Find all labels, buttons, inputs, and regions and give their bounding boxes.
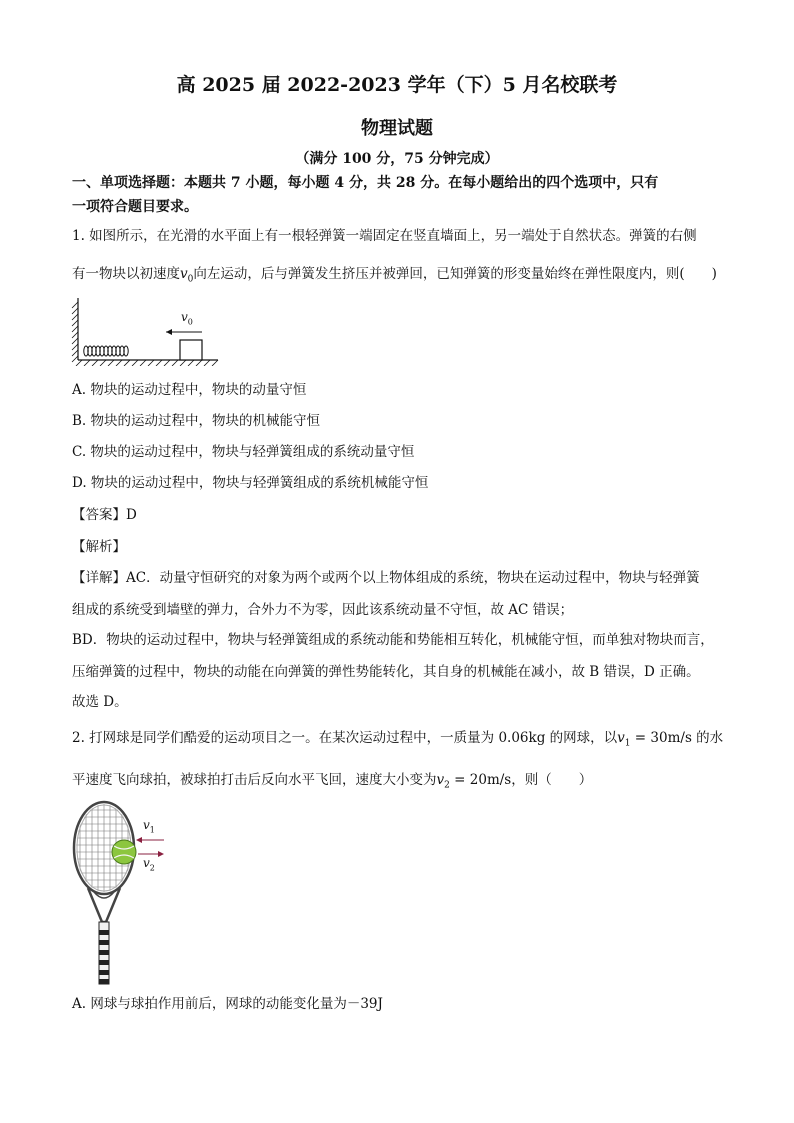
q1-option-d: D. 物块的运动过程中，物块与轻弹簧组成的系统机械能守恒 bbox=[72, 475, 429, 491]
v2-value: = 20m/s bbox=[449, 772, 512, 788]
q2-stem-line2 bbox=[72, 770, 732, 796]
q1-detail-line5: 故选 D。 bbox=[72, 694, 128, 710]
page-title: 高 2025 届 2022-2023 学年（下）5 月名校联考 bbox=[176, 74, 618, 96]
v1-value: = 30m/s bbox=[630, 730, 692, 746]
q1-stem-line2-b: 向左运动，后与弹簧发生挤压并被弹回，已知弹簧的形变量始终在弹性限度内，则( ) bbox=[193, 266, 717, 282]
figure-v0-sub: 0 bbox=[187, 317, 193, 327]
figure-v1-label bbox=[143, 818, 155, 834]
q1-detail-line1 bbox=[72, 568, 732, 588]
tennis-racket-figure bbox=[68, 800, 178, 990]
detail-tag: 【详解】 bbox=[72, 570, 126, 586]
spring bbox=[84, 346, 128, 356]
q1-stem-line2-a: 有一物块以初速度 bbox=[72, 266, 180, 282]
figure-v1-var: v bbox=[143, 818, 150, 832]
answer-tag: 【答案】 bbox=[72, 507, 126, 523]
q2-line1-b: 的水 bbox=[691, 730, 724, 746]
q2-line2-a: 平速度飞向球拍，被球拍打击后反向水平飞回，速度大小变为 bbox=[72, 772, 437, 788]
v1-sub: 1 bbox=[624, 738, 631, 749]
q2-line1-a: 2. 打网球是同学们酷爱的运动项目之一。在某次运动过程中，一质量为 0.06kg 的网球，以 bbox=[72, 730, 618, 746]
figure-v2-var: v bbox=[143, 856, 150, 870]
q1-detail-line2: 组成的系统受到墙壁的弹力，合外力不为零，因此该系统动量不守恒，故 AC 错误； bbox=[72, 602, 574, 618]
v2-var: v bbox=[436, 772, 445, 788]
q1-detail-line3: BD．物块的运动过程中，物块与轻弹簧组成的系统动能和势能相互转化，机械能守恒，而单独对物块而言， bbox=[72, 632, 714, 648]
q1-option-c: C. 物块的运动过程中，物块与轻弹簧组成的系统动量守恒 bbox=[72, 444, 415, 460]
q2-line2-b: ，则（ ） bbox=[511, 772, 593, 788]
figure-v2-sub: 2 bbox=[149, 863, 155, 873]
figure-v1-sub: 1 bbox=[149, 825, 155, 835]
spring-block-figure bbox=[70, 296, 230, 366]
q1-stem-line2 bbox=[72, 264, 732, 290]
score-note: （满分 100 分，75 分钟完成） bbox=[295, 151, 499, 167]
section-heading-line1: 一、单项选择题：本题共 7 小题，每小题 4 分，共 28 分。在每小题给出的四个选项中，只有 bbox=[72, 175, 659, 191]
q1-detail-line4: 压缩弹簧的过程中，物块的动能在向弹簧的弹性势能转化，其自身的机械能在减小，故 B 错误，D 正确。 bbox=[72, 664, 700, 680]
q1-answer bbox=[72, 505, 732, 525]
tennis-ball bbox=[112, 840, 136, 864]
figure-v0-label bbox=[181, 310, 193, 326]
answer-value: D bbox=[126, 507, 137, 523]
page-subtitle: 物理试题 bbox=[361, 118, 433, 139]
q1-stem-line1: 1. 如图所示，在光滑的水平面上有一根轻弹簧一端固定在竖直墙面上，另一端处于自然状态。弹簧的右侧 bbox=[72, 228, 697, 244]
q1-analysis-tag: 【解析】 bbox=[72, 539, 126, 555]
v2-sub: 2 bbox=[444, 780, 450, 791]
figure-v0-var: v bbox=[181, 310, 188, 324]
v0-var: v bbox=[180, 266, 188, 282]
v0-symbol bbox=[180, 266, 194, 285]
v1-symbol bbox=[617, 730, 631, 749]
q2-option-a: A. 网球与球拍作用前后，网球的动能变化量为－39J bbox=[72, 996, 383, 1012]
q1-option-a: A. 物块的运动过程中，物块的动量守恒 bbox=[72, 382, 307, 398]
section-heading-line2: 一项符合题目要求。 bbox=[72, 199, 198, 215]
detail-text: AC．动量守恒研究的对象为两个或两个以上物体组成的系统，物块在运动过程中，物块与轻弹簧 bbox=[126, 570, 700, 586]
q1-option-b: B. 物块的运动过程中，物块的机械能守恒 bbox=[72, 413, 321, 429]
figure-v2-label bbox=[143, 856, 155, 872]
v1-var: v bbox=[617, 730, 625, 746]
v0-sub: 0 bbox=[187, 274, 194, 285]
v2-symbol bbox=[436, 772, 450, 791]
q2-stem-line1 bbox=[72, 728, 732, 754]
